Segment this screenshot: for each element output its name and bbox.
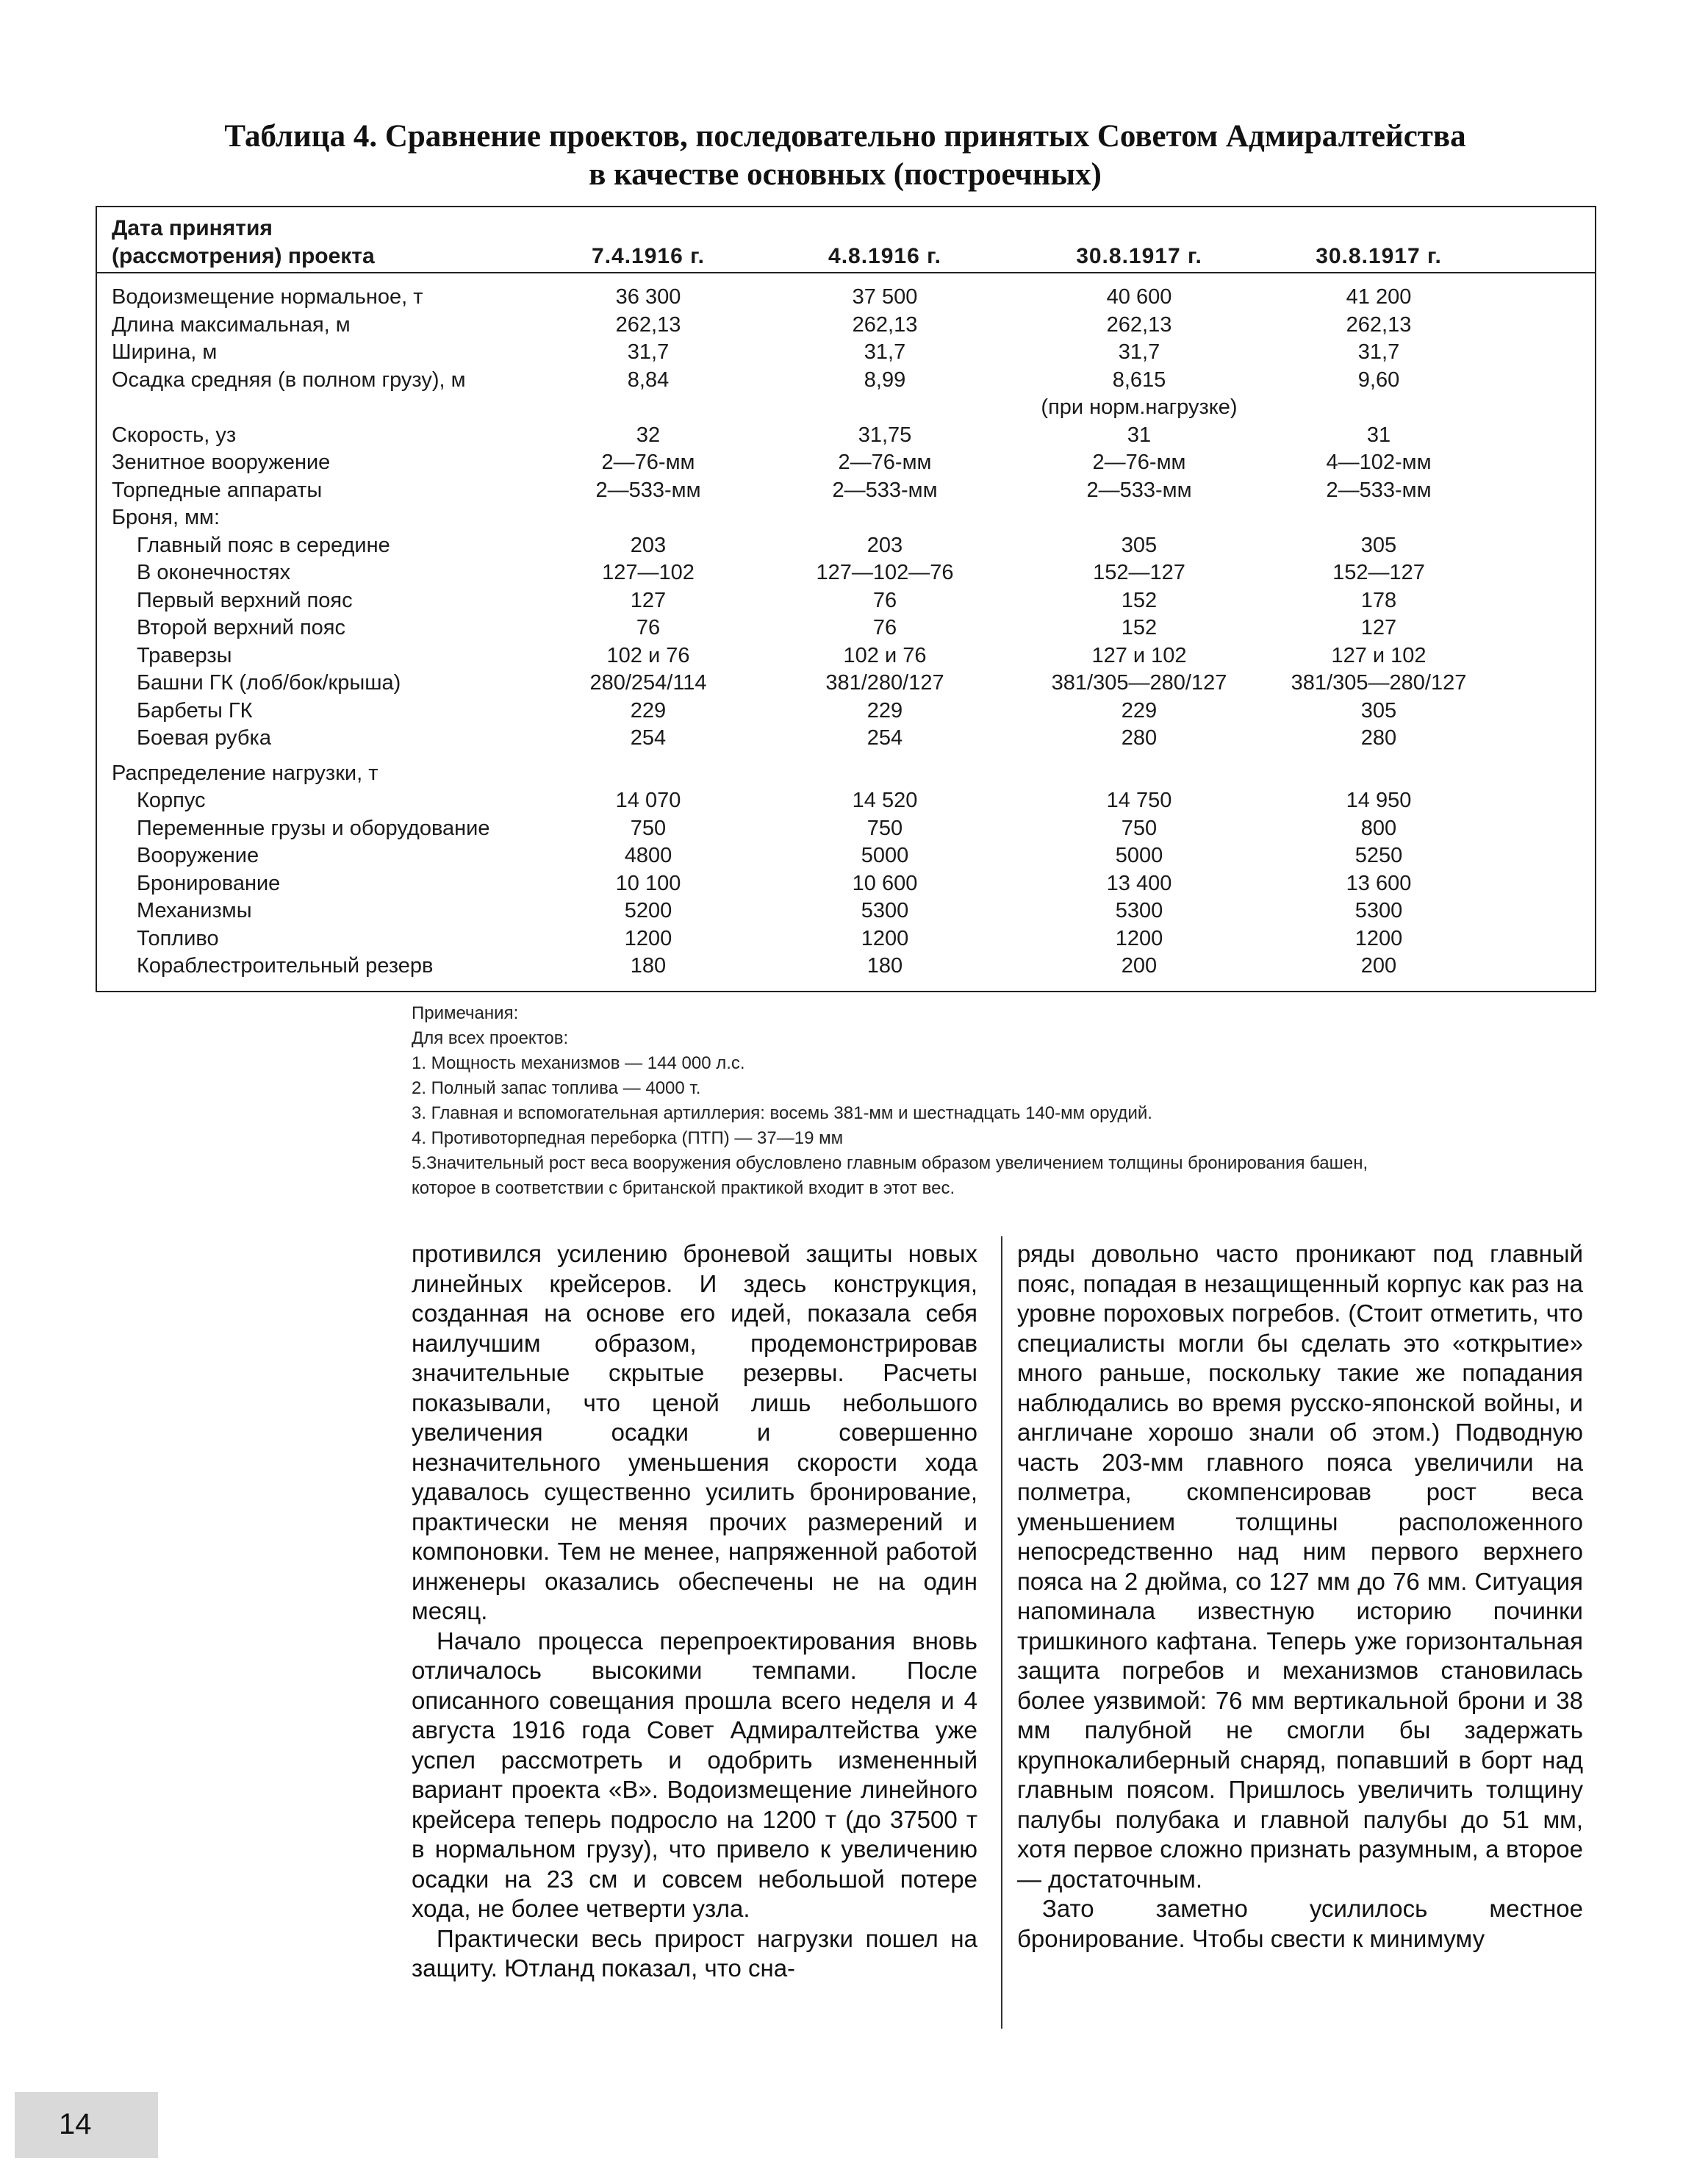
- table-cell: 5250: [1354, 844, 1403, 867]
- table-cell: 750: [630, 816, 667, 840]
- table-cell: (при норм.нагрузке): [1041, 395, 1238, 419]
- table-row: [97, 587, 1595, 614]
- table-cell: 5000: [1115, 844, 1163, 867]
- table-cell: 1200: [1115, 926, 1163, 950]
- title-line: Таблица 4. Сравнение проектов, последовательно принятых Советом Адмиралтейства: [224, 119, 1466, 154]
- row-label: Осадка средняя (в полном грузу), м: [112, 368, 466, 392]
- column-header: 30.8.1917 г.: [1076, 244, 1202, 268]
- title-line: в качестве основных (построечных): [589, 157, 1102, 192]
- row-label: Бронирование: [137, 871, 281, 895]
- table-cell: 2—533-мм: [1326, 478, 1432, 502]
- table-cell: 229: [866, 698, 903, 723]
- row-label: Второй верхний пояс: [137, 616, 345, 639]
- table-cell: 305: [1360, 698, 1397, 723]
- table-row: [97, 787, 1595, 814]
- row-label: Броня, мм:: [112, 506, 220, 529]
- paragraph: ряды довольно часто проникают под главный пояс, попадая в незащищенный корпус как раз на уровне пороховых погребов. (Стоит отметить, что специалисты могли бы сделать это «открытие» много раньше, поскольку такие же попадания наблюдались во время русско-японской войны, и англичане хорошо знали об этом.) Подводную часть 203-мм главного пояса увеличили на полметра, скомпенсировав рост веса уменьшением толщины расположенного непосредственно над ним первого верхнего пояса на 2 дюйма, со 127 мм до 76 мм. Ситуация напоминала известную историю починки тришкиного кафтана. Теперь уже горизонтальная защита погребов и механизмов становилась более уязвимой: 76 мм вертикальной брони и 38 мм палубной не смогли бы задержать крупнокалиберный снаряд, попавший в борт над главным поясом. Пришлось увеличить толщину палубы полубака и главной палубы до 51 мм, хотя первое сложно признать разумным, а второе — достаточным.: [1017, 1240, 1583, 1893]
- table-row: [97, 642, 1595, 670]
- table-cell: 2—76-мм: [1092, 451, 1186, 474]
- table-cell: 14 950: [1346, 789, 1412, 812]
- row-label: Главный пояс в середине: [137, 533, 390, 557]
- table-cell: 381/305—280/127: [1051, 671, 1227, 695]
- paragraph: Практически весь прирост нагрузки пошел на защиту. Ютланд показал, что сна-: [412, 1924, 977, 1982]
- table-row: [97, 725, 1595, 752]
- table-row: [97, 559, 1595, 587]
- table-cell: 13 400: [1106, 871, 1172, 895]
- row-label: Распределение нагрузки, т: [112, 761, 378, 785]
- row-label: Ширина, м: [112, 340, 218, 364]
- table-row: [97, 504, 1595, 531]
- table-row: [97, 477, 1595, 504]
- table-cell: 31,75: [858, 423, 912, 447]
- table-cell: 750: [866, 816, 903, 840]
- header-label: [112, 215, 375, 270]
- table-cell: 8,84: [627, 368, 670, 392]
- table-cell: 31,7: [864, 340, 906, 364]
- table-cell: 10 100: [615, 871, 681, 895]
- row-label: Башни ГК (лоб/бок/крыша): [137, 671, 401, 695]
- table-row: [97, 422, 1595, 449]
- notes: [412, 1001, 1602, 1201]
- table-row: [97, 394, 1595, 421]
- table-cell: 262,13: [852, 312, 918, 337]
- table-row: [97, 953, 1595, 980]
- note-line: 4. Противоторпедная переборка (ПТП) — 37—19 мм: [412, 1128, 844, 1148]
- table-cell: 254: [866, 726, 903, 750]
- table-cell: 280/254/114: [589, 671, 707, 695]
- table-cell: 305: [1121, 533, 1158, 557]
- table-cell: 152: [1121, 588, 1158, 612]
- table-cell: 127—102—76: [816, 561, 954, 584]
- table-cell: 31,7: [1357, 340, 1400, 364]
- table-cell: 4800: [624, 844, 672, 867]
- table-cell: 280: [1360, 726, 1397, 750]
- row-label: Зенитное вооружение: [112, 451, 331, 474]
- table-row: [97, 698, 1595, 725]
- table-row: [97, 312, 1595, 339]
- table-cell: 102 и 76: [843, 643, 927, 667]
- row-label: Скорость, уз: [112, 423, 237, 447]
- table-cell: 5200: [624, 899, 672, 922]
- table-cell: 178: [1360, 588, 1397, 612]
- paragraph: Зато заметно усилилось местное бронирование. Чтобы свести к минимуму: [1017, 1895, 1583, 1952]
- header-label-line: Дата принятия: [112, 216, 273, 240]
- table-row: [97, 670, 1595, 697]
- row-label: Топливо: [137, 926, 219, 950]
- note-line: которое в соответствии с британской практикой входит в этот вес.: [412, 1178, 955, 1198]
- table-cell: 254: [630, 726, 667, 750]
- table-cell: 152—127: [1332, 561, 1425, 584]
- table-cell: 381/280/127: [825, 671, 944, 695]
- note-line: Примечания:: [412, 1003, 519, 1023]
- note-line: 3. Главная и вспомогательная артиллерия: восемь 381-мм и шестнадцать 140-мм орудий.: [412, 1103, 1152, 1123]
- column-header: 7.4.1916 г.: [592, 244, 705, 268]
- table-cell: 200: [1360, 954, 1397, 978]
- table-cell: 381/305—280/127: [1291, 671, 1467, 695]
- row-label: Торпедные аппараты: [112, 478, 323, 502]
- table-cell: 31,7: [1118, 340, 1160, 364]
- row-label: Механизмы: [137, 899, 252, 922]
- row-label: В оконечностях: [137, 561, 291, 584]
- table-row: [97, 532, 1595, 559]
- page-number-box: [15, 2092, 158, 2158]
- table-cell: 5300: [1354, 899, 1403, 922]
- table-row: [97, 925, 1595, 953]
- table-row: [97, 870, 1595, 897]
- note-line: 1. Мощность механизмов — 144 000 л.с.: [412, 1053, 745, 1073]
- paragraph: противился усилению броневой защиты новых линейных крейсеров. И здесь конструкция, созданная на основе его идей, показала себя наилучшим образом, продемонстрировав значительные скрытые резервы. Расчеты показывали, что ценой лишь небольшого увеличения осадки и совершенно незначительного уменьшения скорости хода удавалось существенно усилить бронирование, практически не меняя прочих размерений и компоновки. Тем не менее, напряженной работой инженеры оказались обеспечены не на один месяц.: [412, 1240, 977, 1624]
- table-cell: 750: [1121, 816, 1158, 840]
- table-cell: 200: [1121, 954, 1158, 978]
- table-cell: 2—76-мм: [838, 451, 932, 474]
- table-cell: 76: [872, 588, 897, 612]
- row-label: Первый верхний пояс: [137, 588, 353, 612]
- table-cell: 229: [630, 698, 667, 723]
- table-cell: 262,13: [1106, 312, 1172, 337]
- page-number: 14: [59, 2108, 92, 2140]
- table-cell: 280: [1121, 726, 1158, 750]
- table-cell: 180: [866, 954, 903, 978]
- table-cell: 152: [1121, 616, 1158, 639]
- table-row: [97, 842, 1595, 870]
- table-cell: 180: [630, 954, 667, 978]
- table-row: [97, 815, 1595, 842]
- row-label: Водоизмещение нормальное, т: [112, 285, 423, 309]
- table-cell: 76: [636, 616, 661, 639]
- paragraph: Начало процесса перепроектирования вновь отличалось высокими темпами. После описанного совещания прошла всего неделя и 4 августа 1916 года Совет Адмиралтейства уже успел рассмотреть и одобрить измененный вариант проекта «В». Водоизмещение линейного крейсера теперь подросло на 1200 т (до 37500 т в нормальном грузу), что привело к увеличению осадки на 23 см и совсем небольшой потере хода, не более четверти узла.: [412, 1627, 977, 1922]
- row-label: Переменные грузы и оборудование: [137, 816, 490, 840]
- table-cell: 41 200: [1346, 285, 1412, 309]
- table-cell: 13 600: [1346, 871, 1412, 895]
- table-header: [97, 207, 1595, 273]
- column-header: 4.8.1916 г.: [828, 244, 941, 268]
- table-cell: 800: [1360, 816, 1397, 840]
- table-cell: 305: [1360, 533, 1397, 557]
- row-label: Вооружение: [137, 844, 259, 867]
- table-row: [97, 339, 1595, 366]
- row-label: Барбеты ГК: [137, 698, 253, 723]
- row-label: Траверзы: [137, 643, 232, 667]
- table-cell: 127 и 102: [1091, 643, 1187, 667]
- header-label-line: (рассмотрения) проекта: [112, 244, 375, 268]
- table-cell: 14 750: [1106, 789, 1172, 812]
- table-cell: 31,7: [627, 340, 670, 364]
- table-row: [97, 449, 1595, 476]
- table-cell: 203: [630, 533, 667, 557]
- table-cell: 32: [636, 423, 661, 447]
- table-cell: 2—76-мм: [601, 451, 695, 474]
- column-divider: [1001, 1236, 1002, 2029]
- table-cell: 14 520: [852, 789, 918, 812]
- table-cell: 2—533-мм: [1086, 478, 1192, 502]
- table-cell: 14 070: [615, 789, 681, 812]
- table-cell: 5000: [861, 844, 909, 867]
- text-column-right: [1017, 1239, 1583, 1954]
- row-label: Боевая рубка: [137, 726, 271, 750]
- table-cell: 102 и 76: [606, 643, 690, 667]
- note-line: 2. Полный запас топлива — 4000 т.: [412, 1078, 701, 1098]
- table-cell: 31: [1366, 423, 1391, 447]
- table-cell: 76: [872, 616, 897, 639]
- table-cell: 31: [1127, 423, 1152, 447]
- table-cell: 10 600: [852, 871, 918, 895]
- table-row: [97, 367, 1595, 394]
- table-cell: 2—533-мм: [832, 478, 938, 502]
- table-cell: 203: [866, 533, 903, 557]
- table-row: [97, 614, 1595, 642]
- table-cell: 2—533-мм: [595, 478, 701, 502]
- table-cell: 1200: [861, 926, 909, 950]
- comparison-table: [96, 206, 1596, 992]
- table-cell: 127—102: [602, 561, 695, 584]
- table-cell: 36 300: [615, 285, 681, 309]
- table-cell: 262,13: [615, 312, 681, 337]
- table-cell: 127: [630, 588, 667, 612]
- table-row: [97, 760, 1595, 787]
- table-cell: 37 500: [852, 285, 918, 309]
- table-cell: 4—102-мм: [1326, 451, 1432, 474]
- table-row: [97, 897, 1595, 925]
- text-column-left: [412, 1239, 977, 1984]
- table-cell: 5300: [861, 899, 909, 922]
- column-header: 30.8.1917 г.: [1316, 244, 1442, 268]
- table-cell: 8,99: [864, 368, 906, 392]
- row-label: Длина максимальная, м: [112, 312, 351, 337]
- table-cell: 1200: [1354, 926, 1403, 950]
- note-line: 5.Значительный рост веса вооружения обусловлено главным образом увеличением толщины бронирования башен,: [412, 1153, 1368, 1173]
- row-label: Корпус: [137, 789, 206, 812]
- table-cell: 1200: [624, 926, 672, 950]
- table-row: [97, 284, 1595, 311]
- table-cell: 262,13: [1346, 312, 1412, 337]
- table-cell: 8,615: [1112, 368, 1166, 392]
- table-cell: 152—127: [1093, 561, 1185, 584]
- row-label: Кораблестроительный резерв: [137, 954, 434, 978]
- table-cell: 229: [1121, 698, 1158, 723]
- table-cell: 5300: [1115, 899, 1163, 922]
- table-cell: 127 и 102: [1331, 643, 1427, 667]
- table-title: [96, 118, 1595, 194]
- table-cell: 40 600: [1106, 285, 1172, 309]
- table-cell: 9,60: [1357, 368, 1400, 392]
- table-cell: 127: [1360, 616, 1397, 639]
- note-line: Для всех проектов:: [412, 1028, 569, 1048]
